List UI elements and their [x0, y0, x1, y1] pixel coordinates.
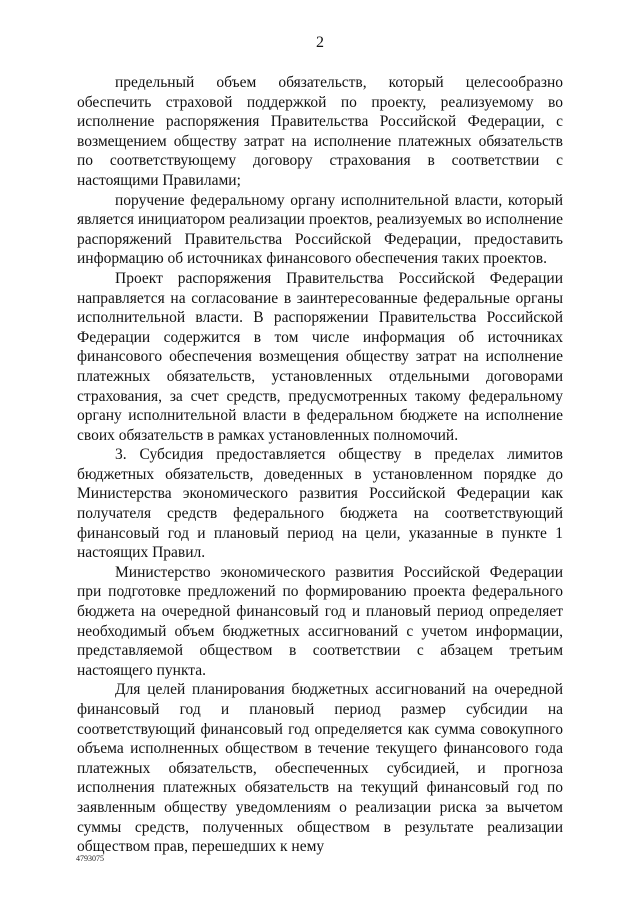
paragraph-ministry-budget: Министерство экономического развития Российской Федерации при подготовке предложений по формированию проекта федерального бюджета на очередной финансовый год и плановый период определяет необходимый объем бюджетных ассигнований с учетом информации, представляемой обществом в соответствии с абзацем третьим настоящего пункта.: [77, 563, 563, 679]
paragraph-federal-body-instruction: поручение федеральному органу исполнительной власти, который является инициатором реализации проектов, реализуемых во исполнение распоряжений Правительства Российской Федерации, предоставить информацию об источниках финансового обеспечения таких проектов.: [77, 191, 563, 268]
paragraph-draft-order: Проект распоряжения Правительства Российской Федерации направляется на согласование в заинтересованные федеральные органы исполнительной власти. В распоряжении Правительства Российской Федерации содержится в том числе информация об источниках финансового обеспечения возмещения обществу затрат на исполнение платежных обязательств, установленных отдельными договорами страхования, за счет средств, предусмотренных такому федеральному органу исполнительной власти в федеральном бюджете на исполнение своих обязательств в рамках установленных полномочий.: [77, 269, 563, 444]
paragraph-subsidy-limits: 3. Субсидия предоставляется обществу в пределах лимитов бюджетных обязательств, доведенных в установленном порядке до Министерства экономического развития Российской Федерации как получателя средств федерального бюджета на соответствующий финансовый год и плановый период на цели, указанные в пункте 1 настоящих Правил.: [77, 446, 563, 562]
page-number: 2: [316, 34, 324, 51]
paragraph-obligation-limit: предельный объем обязательств, который целесообразно обеспечить страховой поддержкой по проекту, реализуемому во исполнение распоряжения Правительства Российской Федерации, с возмещением обществу затрат на исполнение платежных обязательств по соответствующему договору страхования в соответствии с настоящими Правилами;: [77, 74, 563, 189]
paragraph-subsidy-calculation: Для целей планирования бюджетных ассигнований на очередной финансовый год и плановый период размер субсидии на соответствующий финансовый год определяется как сумма совокупного объема исполненных обществом в течение текущего финансового года платежных обязательств, обеспеченных субсидией, и прогноза исполнения платежных обязательств на текущий финансовый год по заявленным обществу уведомлениям о реализации риска за вычетом суммы средств, полученных обществом в результате реализации обществом прав, перешедших к нему: [77, 681, 563, 856]
document-body: [77, 73, 563, 857]
document-id: 4793075: [76, 854, 104, 863]
